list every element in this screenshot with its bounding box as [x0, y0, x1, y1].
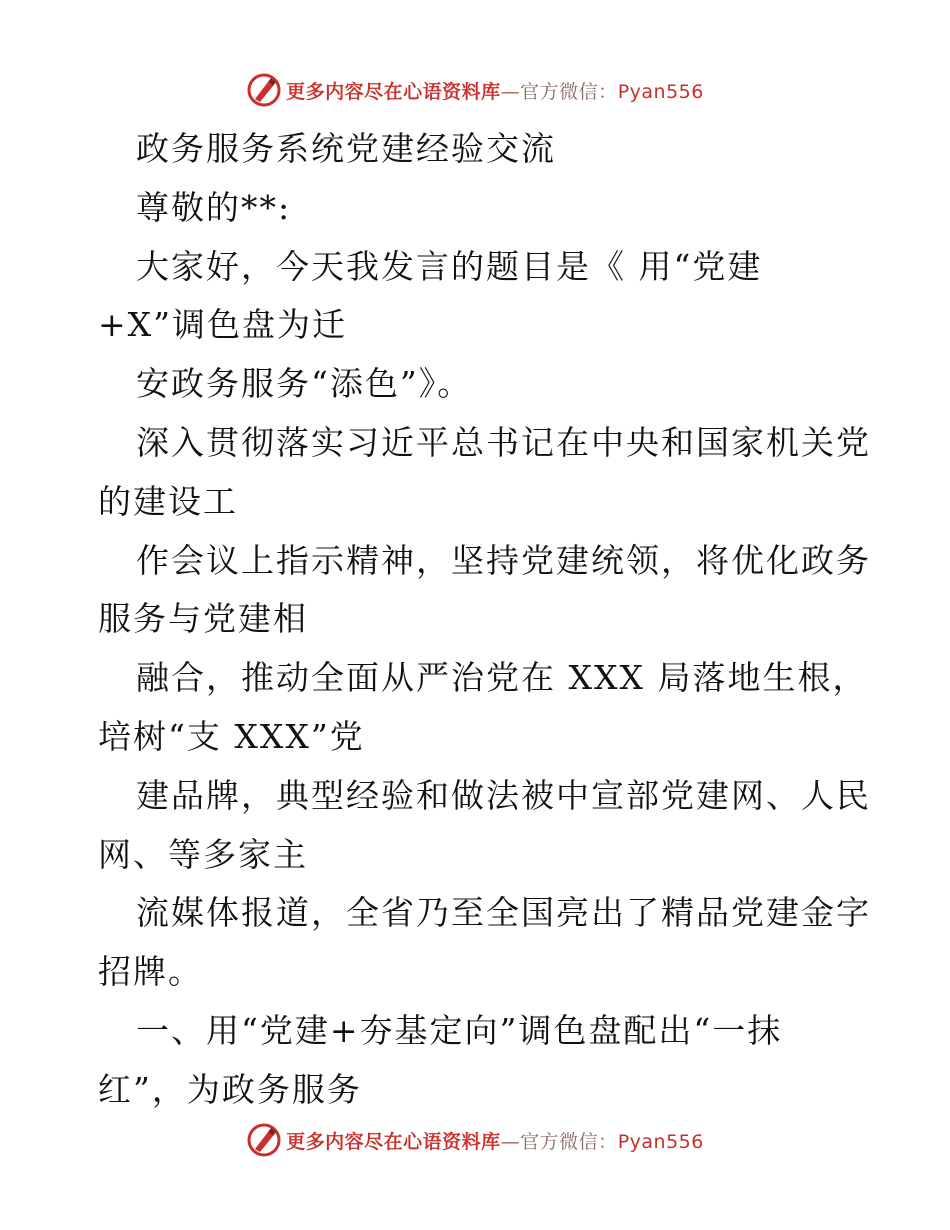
watermark-dash: — [500, 1130, 521, 1153]
document-line: 作会议上指示精神，坚持党建统领，将优化政务 [136, 540, 871, 580]
document-line: +X”调色盘为迁 [98, 305, 348, 345]
watermark-id: Pyan556 [617, 1130, 704, 1153]
document-line: 大家好，今天我发言的题目是《 用“党建 [136, 246, 763, 286]
document-line: 深入贯彻落实习近平总书记在中央和国家机关党 [136, 422, 871, 462]
document-line: 一、用“党建+夯基定向”调色盘配出“一抹 [136, 1010, 783, 1050]
document-line: 的建设工 [98, 481, 238, 521]
document-line: 建品牌，典型经验和做法被中宣部党建网、人民 [136, 775, 871, 815]
watermark-dash: — [500, 80, 521, 103]
watermark-brand: 更多内容尽在心语资料库 [286, 1130, 501, 1153]
document-line: 红”，为政务服务 [98, 1069, 362, 1109]
document-line: 融合，推动全面从严治党在 XXX 局落地生根， [136, 658, 868, 698]
document-line: 培树“支 XXX”党 [98, 716, 365, 756]
document-line: 流媒体报道，全省乃至全国亮出了精品党建金字 [136, 893, 871, 933]
header-watermark [0, 70, 950, 110]
pen-logo-icon [246, 72, 282, 108]
document-body [98, 120, 871, 1120]
watermark-id: Pyan556 [617, 80, 704, 103]
document-line: 政务服务系统党建经验交流 [136, 129, 556, 168]
document-line: 招牌。 [98, 952, 203, 992]
watermark-brand: 更多内容尽在心语资料库 [286, 80, 501, 103]
pen-logo-icon [246, 1122, 282, 1158]
document-line: 安政务服务“添色”》。 [136, 364, 473, 404]
document-line: 尊敬的**: [136, 187, 292, 227]
footer-watermark [0, 1120, 950, 1160]
document-line: 网、等多家主 [98, 834, 308, 874]
watermark-label: 官方微信： [520, 80, 618, 103]
watermark-label: 官方微信： [520, 1130, 618, 1153]
document-line: 服务与党建相 [98, 599, 308, 639]
